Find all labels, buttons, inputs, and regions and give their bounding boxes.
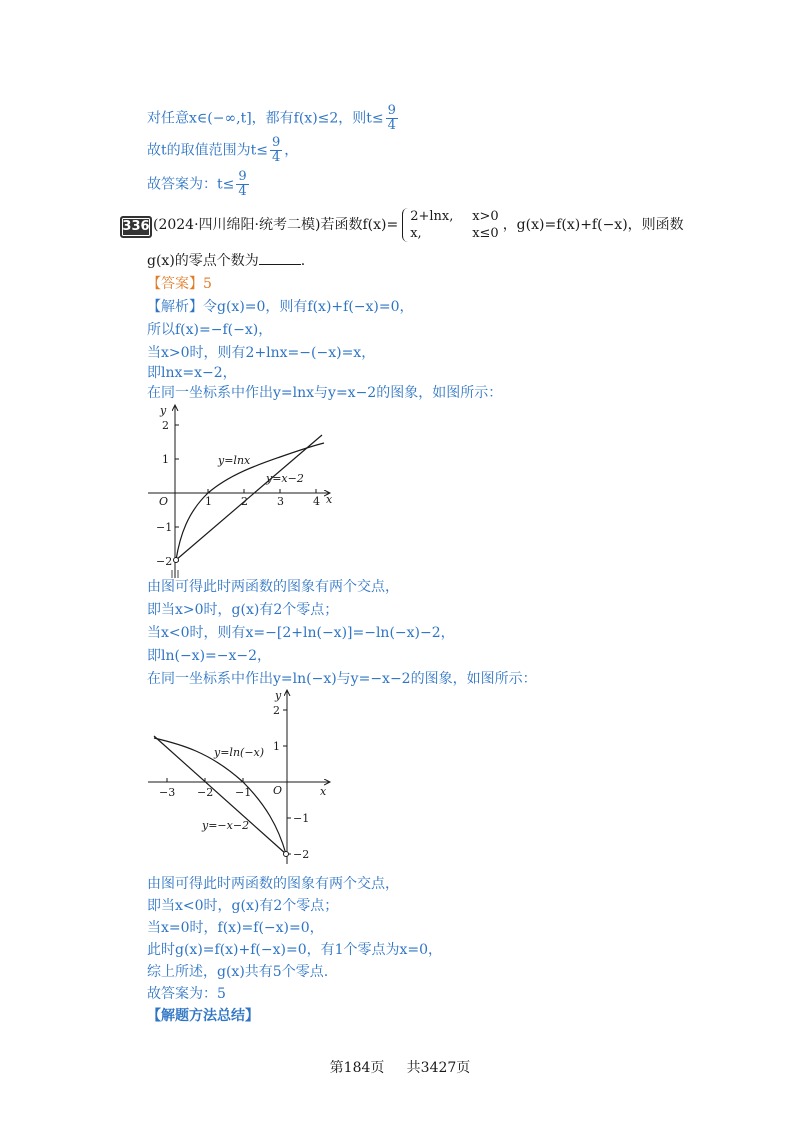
analysis-line-6: 由图可得此时两函数的图象有两个交点， [147, 579, 399, 595]
method-summary-heading: 【解题方法总结】 [147, 1008, 259, 1024]
y-tick-neg1: −1 [156, 521, 173, 534]
graph-lnx-and-x-minus-2 [140, 400, 340, 580]
line-neg-x-minus-2-label: y=−x−2 [202, 819, 250, 832]
continuation-line-1 [147, 104, 400, 133]
answer-blank [259, 252, 301, 265]
fraction-nine-quarters: $\frac{9}{4}$ [271, 135, 281, 165]
continuation-line-3 [147, 170, 251, 199]
analysis-line-4: 即lnx=x−2， [147, 365, 237, 381]
total-pages: 共3427页 [406, 1060, 471, 1076]
analysis-line-13: 当x=0时，f(x)=f(−x)=0， [147, 920, 324, 936]
x-axis-label: x [326, 493, 333, 506]
analysis-line-10: 在同一坐标系中作出y=ln(−x)与y=−x−2的图象，如图所示： [147, 671, 537, 687]
question-line-1: (2024·四川绵阳·统考二模)若函数f(x)= 2+lnx, x>0 x, x≤0 ，g(x)=f(x)+f(−x)，则函数 [153, 209, 684, 241]
y-tick-neg2: −2 [156, 555, 173, 568]
analysis-line-16: 故答案为：5 [147, 986, 226, 1002]
x-tick-neg2: −2 [197, 786, 214, 799]
x-tick-labels [205, 489, 320, 508]
x-tick-1: 1 [205, 495, 212, 508]
continuation-line-2: 故t的取值范围为t≤ $\frac{9}{4}$ ， [147, 135, 299, 165]
analysis-line-2: 所以f(x)=−f(−x)， [147, 322, 273, 338]
answer-value: 5 [203, 276, 212, 292]
question-line-2: g(x)的零点个数为 . [147, 253, 306, 269]
curve-ln-neg-x-label: y=ln(−x) [214, 746, 265, 759]
question-number-badge: 336 [120, 216, 152, 238]
analysis-line-15: 综上所述，g(x)共有5个零点. [147, 964, 329, 980]
y-tick-2: 2 [162, 419, 169, 432]
x-tick-4: 4 [313, 495, 320, 508]
y-axis-label: y [160, 404, 167, 417]
analysis-line-3: 当x>0时，则有2+lnx=−(−x)=x， [147, 345, 376, 361]
continuation-text-3: 故答案为：t≤ [147, 176, 235, 193]
page-footer [0, 1057, 800, 1077]
fraction-nine-quarters: $\frac{9}{4}$ [238, 169, 247, 199]
answer-line [147, 275, 212, 293]
x-tick-3: 3 [277, 495, 284, 508]
continuation-text-2: 故t的取值范围为t≤ [147, 142, 268, 159]
analysis-line-9: 即ln(−x)=−x−2， [147, 648, 272, 664]
x-tick-neg3: −3 [159, 786, 176, 799]
origin-label: O [159, 495, 169, 508]
x-tick-2: 2 [241, 495, 248, 508]
y-tick-1: 1 [273, 740, 280, 753]
y-tick-1: 1 [162, 453, 169, 466]
answer-label: 【答案】 [147, 276, 203, 292]
y-tick-neg2: −2 [293, 848, 310, 861]
analysis-line-8: 当x<0时，则有x=−[2+ln(−x)]=−ln(−x)−2， [147, 625, 455, 641]
fraction-nine-quarters: $\frac{9}{4}$ [387, 103, 396, 133]
y-axis-label: y [275, 689, 282, 702]
continuation-text-1: 对任意x∈(−∞,t]，都有f(x)≤2，则t≤ [147, 110, 384, 127]
analysis-line-7: 即当x>0时，g(x)有2个零点； [147, 602, 339, 618]
x-tick-neg1: −1 [235, 786, 252, 799]
y-tick-neg1: −1 [293, 812, 310, 825]
piecewise-definition: 2+lnx, x>0 x, x≤0 [402, 208, 499, 242]
curve-lnx-label: y=lnx [218, 454, 251, 467]
analysis-line-14: 此时g(x)=f(x)+f(−x)=0，有1个零点为x=0， [147, 942, 443, 958]
y-tick-2: 2 [273, 704, 280, 717]
open-endpoint [284, 852, 289, 857]
page-number: 第184页 [329, 1060, 385, 1076]
origin-label: O [273, 784, 283, 797]
analysis-label: 【解析】 [147, 299, 203, 315]
question-source: (2024·四川绵阳·统考二模)若函数 [153, 217, 363, 233]
open-endpoint [174, 558, 179, 563]
analysis-line-11: 由图可得此时两函数的图象有两个交点， [147, 876, 399, 892]
x-axis-label: x [320, 785, 327, 798]
analysis-line-12: 即当x<0时，g(x)有2个零点； [147, 898, 339, 914]
analysis-line-1: 【解析】令g(x)=0，则有f(x)+f(−x)=0， [147, 299, 414, 315]
line-x-minus-2-label: y=x−2 [266, 472, 304, 485]
question-tail: ，g(x)=f(x)+f(−x)，则函数 [502, 217, 684, 233]
analysis-line-5: 在同一坐标系中作出y=lnx与y=x−2的图象，如图所示： [147, 385, 503, 401]
graph-ln-neg-x-and-neg-x-minus-2 [140, 686, 340, 866]
